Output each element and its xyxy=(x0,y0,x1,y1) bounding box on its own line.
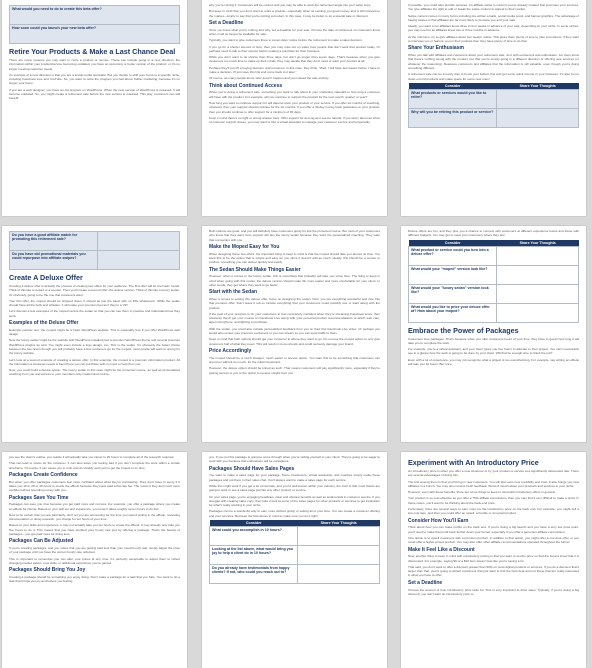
paragraph: Perhaps they'll put off a buying decision until tomorrow. In this case, they think, "Well, I still have two weeks before I have to make a decision. I'll just save this link and come back to it later." xyxy=(209,65,380,75)
paragraph: you. If you put this package is going to come through when you're selling yourself to your client. They're going to be eager to work with you because that enthusiasm will be contagious. xyxy=(209,455,380,464)
table-cell-answer[interactable] xyxy=(497,284,579,303)
table-cell-question: Do you have old promotional materials you could repurpose into affiliate swipes? xyxy=(10,251,98,270)
paragraph: If you go for a shorter amount of time, then you may miss out on sales from people that don't want that product today. Or perhaps need to talk to their spouse before making a purchase for their business. xyxy=(209,44,380,53)
table-header-thoughts: Share Your Thoughts xyxy=(497,83,579,90)
paragraph: Customers love packages. That's because when you offer customers hours of your time, they have to guess how long it will take you to complete the work. xyxy=(408,336,579,345)
paragraph: Based on your skills and experience, it may not actually take you ten hours to create the eBook. It may actually only take you five hours to do it. This means that you have doubled your hourly rate just by offering a package. That's the beauty of packages—you get paid more for doing less. xyxy=(9,523,180,537)
paragraph: With the sedan, you could also include personalized feedback from you on their first Facebook Live video. Or perhaps you would also review your premium customers or you can stream so you can send traffic to them. xyxy=(209,326,380,335)
paragraph: But keep in mind that you don't want to retire a product—especially when its earning you good money and is still relevant to the market—simply to say that you're retiring a product. In this case, it may be better to do a special sale or discount. xyxy=(209,9,380,18)
paragraph: On your sales page, you're engaging headlines, clear and obvious benefits as well as testimonials in customer service. If you struggle with creating sales copy, then take a look at some of the sales pages for other products or services to get inspiration for what's really working in your niche. xyxy=(209,494,380,508)
paragraph: Packages can be a wonderful way to earn more without giving or selling all of your time. You can create a customer offering and your services. But keep the flow above in mind to make sure you do it right! xyxy=(209,509,380,518)
table-header-consider: Consider xyxy=(409,240,497,247)
paragraph: Now, you could build a deluxe option. The luxury sedan in this case might be the protected course, as well as personalized coaching from you and access to your members-only mastermind course. xyxy=(9,368,180,377)
section-heading: Retire Your Products & Make a Last Chance Deal xyxy=(9,47,176,56)
paragraph: Once you know what you're retiring and why, set a deadline for your sale. Choose the date of retirement so customers know when it will no longer be available for sale. xyxy=(209,27,380,36)
paragraph: Creating a deluxe offer is actually the process of creating two offers for your audience. The first offer will be the basic model. Think of this like a moped or a scooter. Then you'll create a second offer–the deluxe version. Think of this like a luxury sedan. Or obviously, going to be the one that customers want. xyxy=(9,283,181,297)
paragraph: Creating a package should be something you enjoy doing. Don't make a package for a task that you hate. You want to do a task that brings you joy and leaves you feeling xyxy=(9,575,180,584)
table-cell-answer[interactable] xyxy=(497,108,579,127)
table-cell-question: What product or service could you turn into a deluxe offer? xyxy=(409,246,497,265)
reflection-table xyxy=(408,83,579,128)
reflection-table xyxy=(9,231,180,270)
document-page-6 xyxy=(401,226,586,442)
reflection-table xyxy=(9,5,180,44)
section-heading: Experiment with An Introductory Price xyxy=(408,458,539,467)
paragraph: If you're creating packages, and you notice that you are getting paid less than your usual hourly rate, simply adjust the price of your package until you have the correct hourly rate reflected. xyxy=(9,546,180,555)
paragraph: When it comes to setting this deluxe offer, focus on designing the sedan. First, you put everything wonderful and nice into that premium offer. Don't leave it out–to include everything that your customers could possibly use or want along with the product. xyxy=(209,296,380,310)
paragraph: Deluxe offers are fun, and they give you a chance to connect with customers at different experience levels and those with different budgets. You may get to meet your customers where they are! xyxy=(408,229,579,238)
subsection-heading: Examples of the Deluxe Offer xyxy=(9,320,79,326)
table-cell-answer[interactable] xyxy=(298,527,380,546)
table-cell-answer[interactable] xyxy=(497,246,579,265)
paragraph: Swipe content comes in many forms including pre-written emails, social media posts, and banner graphics. The advantage of having swipes is that affiliates are far more likely to promote you and your sale. xyxy=(408,13,579,22)
paragraph: One option is to upsell customers with a premium product. In addition to that option, you might offer a one-time offer, or you could offer a higher-priced product. You may also offer other affiliate recommendations operated throughout the funnel. xyxy=(408,535,579,545)
paragraph: An introductory price is when you offer a new customer to try your product or service at a significantly discounted rate. There are several advantages of doing this. xyxy=(408,468,579,478)
paragraph: How long you want to continue support for will depend upon your product or your service. If you offer six months of coaching, obviously, then your support should continue for the six months. If you offer a 30-day money back guarantee on your product, then you should continue to offer support for a minimum of 30 days. xyxy=(209,100,381,114)
section-heading: Create A Deluxe Offer xyxy=(9,273,83,282)
table-cell-question: Do you have a good affiliate match for promoting this retirement sale? xyxy=(10,232,98,251)
subsection-heading: Consider How You'll Earn xyxy=(408,517,469,524)
table-cell-question: What would you like to price your deluxe offer at? How about your moped? xyxy=(409,303,497,322)
paragraph: The moped should be a much cheaper, much easier to access option. You want this to be something that customers can spend on without too much, for the initial investment. xyxy=(209,355,380,364)
paragraph: When you talk with affiliates and customers about your retirement sale, do it with excitement and enthusiasm. Let them know that there's nothing wrong with the product, but that you're simply going in a different direction or offering new services (or whatever the reasoning). Reassure customers and affiliates that the information is still valuable, even though you're doing something different. xyxy=(408,53,579,71)
paragraph: you see the client's outline, you realize it will actually take you closer to 20 hours to complete all of the research required. xyxy=(9,455,175,459)
paragraph: Let's look at a second example of creating a deluxe offer. In this example, the moped is a premium information product. All the information a customer needs is found here you can purchase with no input or help from you. xyxy=(9,357,180,366)
table-cell-question: Looking at the list above, what would bring you joy to help a client do in 10 hours? xyxy=(210,546,298,565)
table-header-consider: Consider xyxy=(210,520,298,527)
paragraph: if possible, you could also provide services. An affiliate swipe is content you've already created that promotes your services. You give affiliates the right to edit or tweak the swipe content to appeal to their market. xyxy=(408,3,579,12)
table-cell-answer[interactable] xyxy=(298,565,380,584)
subsection-heading: Make It Feel Like a Discount xyxy=(408,546,475,553)
paragraph: Your product is so cost-effective as you offer a 75% affiliate commission, then you may find it very difficult to make a profit. In these cases, you'll want to be thinking about the back-end price. xyxy=(408,496,579,505)
paragraph: Example number one: the moped might be a basic WordPress website. This is especially true if you offer WordPress web design. xyxy=(9,327,180,337)
subsection-heading: Start with the Sedan xyxy=(209,289,258,296)
table-cell-question: What would your "luxury sedan" version look like? xyxy=(409,284,497,303)
table-cell-question: What would your "moped" version look like? xyxy=(409,265,497,284)
table-cell-answer[interactable] xyxy=(497,265,579,284)
subsection-heading: Packages Should Bring You Joy xyxy=(9,567,86,574)
subsection-heading: Price Accordingly xyxy=(209,347,252,354)
subsection-heading: Set a Deadline xyxy=(209,19,244,26)
paragraph: Both options are good, and you will definitely have customers going for just the protected course. But most of your customers who know that they want more support will buy the luxury sedan because they want the personalized coaching. They want that connection with you. xyxy=(209,229,380,242)
paragraph: While you don't want to do shorter than three days, but don't go longer than seven days. That's because when you give customers too much time to make up their minds, they may decide that they don't need or want your product at all. xyxy=(209,55,380,64)
subsection-heading: Think about Continued Access xyxy=(209,82,283,89)
paragraph: That said, you don't want to offer a discount greater than 50% on most digital products or services. If you do a discount that's larger than that, you're going to attract customers that just want to find the best deal and not those that are really interested in what you have to offer. xyxy=(408,564,579,578)
document-page-3 xyxy=(401,0,586,216)
table-cell-answer[interactable] xyxy=(298,546,380,565)
reflection-table xyxy=(209,520,380,584)
paragraph: When designing these two offers, the important thing to keep in mind is that the moped should take you almost no time. You want this to be the option that is simple and easy for you since it doesn't add as much. Ideally, this should be a course or product, something you can deliver quickly and easily. xyxy=(209,251,380,265)
paragraph: However, even with these benefits, there are some things to keep in mind with introductory offers in general. xyxy=(408,490,556,495)
paragraph: This is important to remember–you can alter your prices at any time. It's perfectly acceptable to adjust them to reflect changing market values, new skills, or additional experience you've gained. xyxy=(9,556,180,565)
table-cell-question: Why will you be retiring this product or service? xyxy=(409,108,497,127)
paragraph: Think about how you can make profits on the back end. If you're doing a big launch and you have a very low price point, you'll need to make that profit back further down your funnel, especially if you offer a generous affiliate commission. xyxy=(408,525,579,534)
table-header-thoughts: Share Your Thoughts xyxy=(298,520,380,527)
document-page-2 xyxy=(202,0,387,216)
paragraph: Keep in mind that both options should get your customer to where they want to go. Do not use the moped option to only give customers half of what they need. This will result in more refunds and could seriously damage your brand. xyxy=(209,337,380,346)
table-cell-question: What would you need to do to create this beta offer? xyxy=(10,6,180,25)
section-heading: Embrace the Power of Packages xyxy=(408,325,519,335)
paragraph: However, when it comes to the luxury sedan, this is something that probably will take you some time. The thing to keep in mind when going with this model, the deluxe version should make life more easier and more comfortable for your client. In other words, they get where they want to go faster. xyxy=(209,274,380,287)
document-page-9 xyxy=(401,452,586,668)
subsection-heading: Share Your Enthusiasm xyxy=(408,45,464,52)
subsection-heading: The Sedan Should Make Things Easier xyxy=(209,266,301,273)
paragraph: Now to be certain that you are paid fairly, don't let you are accounting for the time you spend writing in the eBook, reviewing documentation or doing research, you charge for ten hours of your time. xyxy=(9,512,180,522)
paragraph: why you're retiring it. Customers will be curious and you may be able to work the retirement angle into your sales copy. xyxy=(209,3,371,7)
paragraph: Fortunately, there are several ways to earn more for the introductory price on the back end. For example, you might sell a low-cost item, and then you could offer an upsell, a bundle or an upsell product. xyxy=(408,507,579,516)
paragraph: An example of a new direction is that you are a social media specialist. But you decide to shift your focus to a specific niche, including Facebook Live and YouTube. So, you want to retire the program you had about Twitter marketing, because it's no longer your focus. xyxy=(9,72,180,86)
paragraph: However, the deluxe option should be priced as such. That means customers will pay significantly more, especially if they're getting access to you or the option to receive insight from you. xyxy=(209,366,380,375)
paragraph: If the goal of your program is for your customers to feel completely confident when they're streaming Facebook Lives, then obviously they'll get your course on Facebook Live along with your personal product recommendations of which web cam, lapel microphone, and lighting to purchase. xyxy=(209,311,380,325)
paragraph: That can lead to stress for the customer. It can also leave you feeling bad if you don't complete the work within a certain timeframe. Of course, it can cause you to rush and do shoddy work just to get the project in on time. xyxy=(9,461,180,470)
document-page-1 xyxy=(2,0,187,216)
paragraph: While this might work if you get a lot of referrals, and you're well-known within your industry, the truth is that most clients are going to want to see a sales page just like any other product or service. xyxy=(209,483,380,493)
table-cell-answer[interactable] xyxy=(98,232,180,251)
table-header-thoughts: Share Your Thoughts xyxy=(497,240,579,247)
table-cell-answer[interactable] xyxy=(497,303,579,322)
subsection-heading: Make the Moped Easy for You xyxy=(209,243,280,250)
paragraph: Now the luxury sedan might be the website with WordPress installed plus a premium WordPress theme and several premium WordPress plugins as well. You might even include a logo design, too. This is the sedan. It's obviously the better choice between the two. Even though you will probably have a few customers go for the moped, most people will want to spring for the luxury website. xyxy=(9,338,180,356)
paragraph: If you are a web designer, you have an old program on WordPress. When the new version of WordPress is released, it will become outdated. So, you might create a retirement sale before the new version is released. This way, customers can still benefit. xyxy=(9,87,180,101)
subsection-heading: Packages Can Be Adjusted xyxy=(9,538,74,545)
paragraph: Now, another thing to keep in mind with introductory pricing is that you want to set the price so that the buyers know that it is discounted. For example, saying $9 or a $10 item doesn't feel like you're saving a lot. xyxy=(408,554,579,563)
paragraph: Choose the amount of time introductory price lasts for. This is very important to drive sales. Typically, if you're doing a big discount, you don't want an introductory price to xyxy=(408,587,579,596)
subsection-heading: Set a Deadline xyxy=(408,579,443,586)
paragraph: When you're doing a retirement sale, something you want to talk about in your marketing materials is how long a customer will have with the product. For example, will you continue to support the product for the next month, quarter or year? xyxy=(209,90,380,99)
paragraph: Let's discuss a few examples of the moped versus the sedan so that you can see them in practice and understand how they work. xyxy=(9,309,180,318)
table-header-consider: Consider xyxy=(409,83,497,90)
reflection-table xyxy=(408,240,579,323)
table-cell-question: Do you already have testimonials from happy clients? If not, who could you reach out to? xyxy=(210,565,298,584)
document-page-7 xyxy=(2,452,187,668)
paragraph: Typically, you want to give customers three to seven days' notice before the retirement to make a sales decision. xyxy=(209,38,363,43)
paragraph: Of course, as many people know, later doesn't happen and you missed the sale entirely. xyxy=(209,76,330,81)
subsection-heading: Packages Save You Time xyxy=(9,494,69,501)
table-cell-answer[interactable] xyxy=(497,89,579,108)
paragraph: Keep in mind there's no right or wrong answer here. Offer support for as long as it seems natural. If you worry about an influx of customer support issues, you may want to hire a virtual assistant to manage your customer service and temporarily. xyxy=(209,115,380,125)
paragraph: Your first offer, the moped should be stripped down. It should be just the basic with no frills whatsoever. While the sedan should have all the bells and whistles. It will make your premium feel as if they're a VIP. xyxy=(9,298,180,308)
table-cell-question: How soon could you launch your new beta offer? xyxy=(10,25,180,44)
subsection-heading: Packages Create Confidence xyxy=(9,471,78,478)
subsection-heading: Packages Should Have Sales Pages xyxy=(209,465,295,472)
paragraph: A retirement sale can be a lovely way to boost your bottom line and get some quick income in your business. It's also fun to clean out old products and make space for some new ones! xyxy=(408,72,579,81)
paragraph: Packages can save you time because you get paid more and not less. For example, you offer a package where you create an eBook for clients. Based on your skill set and experience, you know it takes roughly seven hours to do this. xyxy=(9,502,180,511)
document-page-5 xyxy=(202,226,387,442)
document-page-4 xyxy=(2,226,187,442)
document-page-8 xyxy=(202,452,387,668)
paragraph: The first among them is that you'll bring in new customers. You will also earn new credibility and trust. It also brings you new affiliates in a bunch. You may also receive fresh feedback. Word of mouth about your products and services in your niche. xyxy=(408,479,579,488)
paragraph: There are many reasons you may want to retire a product or service. These can include going in a new direction, the information within your product/service becoming outdated, you have an upcoming or better version of the product, or it's no longer meeting customer needs. xyxy=(9,57,180,71)
paragraph: Ideally, you want to let affiliates know three to four weeks in advance of your sale, depending on your niche. In some niches, you may need to let affiliates know two or three months in advance. xyxy=(408,24,579,33)
table-cell-answer[interactable] xyxy=(98,251,180,270)
paragraph: For example, you're a virtual assistant, and your client gives you five hours to allocate to their project. You can't necessarily see in a glance how the work is going to be done by your client. Will that be enough time to finish the job? xyxy=(408,347,579,356)
table-cell-question: What products or services would you like to retire? xyxy=(409,89,497,108)
paragraph: Even with a lot of experience, you may not recognize what a project is too overwhelming. For example, say writing an eBook will take you 10 hours. But once xyxy=(408,357,579,366)
paragraph: At the minimum, try to give affiliates about two weeks' notice. This gives them plenty of time to plan promotions. If they want to interview you or feature you on their podcast then they have plenty of time to do that. xyxy=(408,34,579,44)
paragraph: You want to make a sales page for your package. Some freelancers, virtual assistants, and coaches simply make these packages and put them in their sales chat. You'll always want to make a sales page for each service. xyxy=(209,473,380,482)
table-cell-question: What could you accomplish in 10 hours? xyxy=(210,527,298,546)
paragraph: But when you offer packages customers feel more confident about what they're purchasing. They don't have to worry if it takes you 10 or 20 or 30 hours to create the eBook because they have paid a flat-rate fee. The result is they feel much more confident about spending money with you. xyxy=(9,479,180,493)
